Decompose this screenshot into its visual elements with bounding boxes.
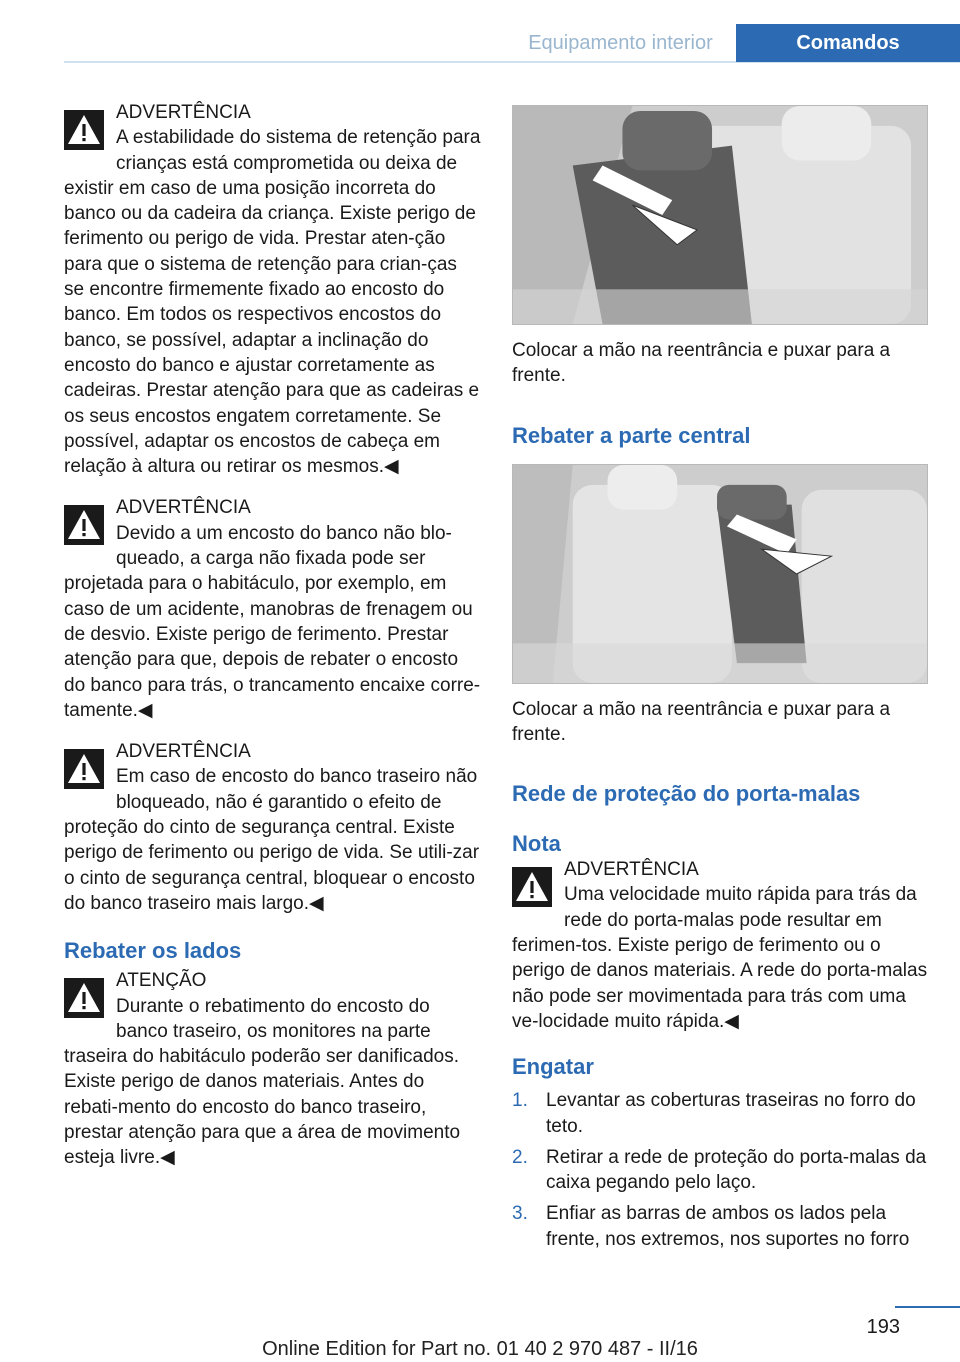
warning-triangle-icon <box>64 505 104 545</box>
warning-block <box>64 739 481 916</box>
warning-text: A estabilidade do sistema de retenção para crianças está comprometida ou deixa de existir em caso de uma posição incorreta do banco ou da cadeira da criança. Existe perigo de ferimento ou perigo de vida. Prestar aten‐ção para que o sistema de retenção para crian‐ças se encontre firmemente fixado ao encosto do banco. Em todos os respectivos encostos do banco, se possível, adaptar a inclinação do encosto do banco e ajustar corretamente as cadeiras. Prestar atenção para que as cadeiras e os seus encostos engatem corretamente. Se possível, adaptar os encostos de cabeça em relação à altura ou retirar os mesmos.◀ <box>64 127 481 478</box>
right-column <box>512 105 930 1258</box>
caution-text: Durante o rebatimento do encosto do banco traseiro, os monitores na parte traseira do habitáculo poderão ser danificados. Existe perigo de danos materiais. Antes do rebati‐mento do encosto do banco traseiro, prestar atenção para que a área de movimento esteja livre.◀ <box>64 995 461 1169</box>
warning-text: Devido a um encosto do banco não blo‐queado, a carga não fixada pode ser projetada para o habitáculo, por exemplo, em caso de um acidente, manobras de frenagem ou de desvio. Existe perigo de ferimento. Prestar atenção para que, depois de rebater o encosto do banco para trás, o trancamento encaixe corre‐tamente.◀ <box>64 522 481 721</box>
list-item <box>512 1201 930 1252</box>
warning-block <box>512 857 930 1034</box>
warning-label: ADVERTÊNCIA <box>116 741 251 763</box>
step-number: 2. <box>512 1146 528 1168</box>
warning-label: ADVERTÊNCIA <box>116 497 251 519</box>
caption-outer: Colocar a mão na reentrância e puxar para a frente. <box>512 340 891 387</box>
heading-fold-center: Rebater a parte central <box>512 422 751 448</box>
seat-center-backrest-photo <box>512 464 928 684</box>
steps-list <box>512 1088 930 1252</box>
footer-rule <box>895 1306 960 1308</box>
header-section-tab[interactable]: Equipamento interior <box>528 32 713 54</box>
warning-block <box>64 495 481 723</box>
subheading-engage: Engatar <box>512 1054 594 1080</box>
warning-triangle-icon <box>64 110 104 150</box>
warning-text: Em caso de encosto do banco traseiro não bloqueado, não é garantido o efeito de proteção do cinto de segurança central. Existe perigo de ferimento ou perigo de vida. Se utili‐zar o cinto de segurança central, bloquear o encosto do banco traseiro mais largo.◀ <box>64 766 480 914</box>
edition-footer: Online Edition for Part no. 01 40 2 970 487 - II/16 <box>262 1338 698 1360</box>
heading-luggage-net: Rede de proteção do porta-malas <box>512 781 861 807</box>
header-chapter-tab[interactable]: Comandos <box>736 24 960 62</box>
left-column <box>64 100 481 1187</box>
step-number: 3. <box>512 1203 528 1225</box>
seat-outer-backrest-photo <box>512 105 928 325</box>
warning-triangle-icon <box>64 749 104 789</box>
step-text: Retirar a rede de proteção do porta-malas da caixa pegando pelo laço. <box>546 1146 927 1194</box>
step-text: Enfiar as barras de ambos os lados pela frente, nos extremos, nos suportes no forro <box>546 1203 910 1250</box>
warning-triangle-icon <box>512 867 552 907</box>
warning-label: ADVERTÊNCIA <box>116 102 251 123</box>
warning-text: Uma velocidade muito rápida para trás da rede do porta-malas pode resultar em ferimen‐tos. Existe perigo de ferimento ou o perigo de danos materiais. A rede do porta-malas não pode ser movimentada para trás com uma ve‐locidade muito rápida.◀ <box>512 884 928 1032</box>
subheading-note: Nota <box>512 831 561 857</box>
heading-fold-sides: Rebater os lados <box>64 938 242 964</box>
list-item <box>512 1145 930 1196</box>
caption-center: Colocar a mão na reentrância e puxar para a frente. <box>512 698 891 745</box>
page-number: 193 <box>866 1316 900 1338</box>
warning-block <box>64 100 481 479</box>
step-number: 1. <box>512 1090 528 1112</box>
warning-triangle-icon <box>64 978 104 1018</box>
caution-label: ATENÇÃO <box>116 970 207 992</box>
list-item <box>512 1088 930 1139</box>
step-text: Levantar as coberturas traseiras no forro do teto. <box>546 1090 916 1137</box>
caution-block <box>64 968 481 1170</box>
warning-label: ADVERTÊNCIA <box>564 859 699 881</box>
